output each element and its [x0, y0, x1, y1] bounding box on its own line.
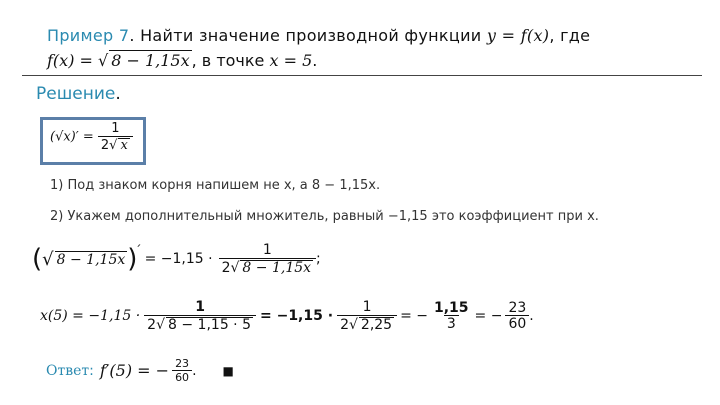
formula-box-content [50, 122, 133, 152]
function-notation: y = f(x) [486, 26, 550, 45]
task-line-2 [47, 50, 317, 70]
point-value: x = 5 [269, 51, 313, 70]
answer-label: Ответ [46, 362, 90, 379]
answer-fraction: $\frac{23}{60}$ [172, 358, 192, 383]
header-divider [22, 75, 702, 76]
example-label: Пример 7 [47, 26, 130, 45]
eq2-mid: = −1,15 · [259, 308, 334, 325]
task-text-1: . Найти значение производной функции [129, 26, 487, 45]
end-mark: ■ [222, 363, 234, 378]
task-dot: . [312, 51, 318, 70]
formula-fraction [98, 122, 133, 152]
equation-1: ( √ 8 − 1,15x ) ′ = −1,15 · $\frac{1}{2√ 8 - 1,15x}$ ; [32, 242, 321, 276]
answer-line [46, 358, 234, 383]
task-text-2: , где [549, 26, 591, 45]
task-line-1 [47, 26, 590, 45]
solution-label: Решение [36, 84, 116, 104]
answer-colon: : [89, 362, 94, 379]
equation-2 [40, 300, 534, 332]
eq1-mid: = −1,15 · [144, 251, 213, 268]
formula-denominator: 2√ x [98, 136, 133, 153]
eq1-radicand: 8 − 1,15x [56, 251, 126, 268]
eq2-lhs: x(5) = −1,15 · [40, 308, 141, 325]
eq2-fraction-4: $\frac{23}{60}$ [505, 301, 529, 332]
formula-lhs: (√x)′ = [50, 129, 98, 145]
formula-numerator: 1 [111, 121, 120, 136]
eq1-end: ; [316, 251, 321, 268]
eq2-eq-minus-2: = − [474, 308, 503, 325]
solution-heading: Решение. [36, 84, 121, 104]
eq2-fraction-1: $\frac{1}{2√ 8 - 1,15 \cdot 5}$ [144, 300, 256, 332]
answer-expr: f′(5) = − [99, 361, 170, 381]
task-text-3: , в точке [191, 51, 270, 70]
eq2-fraction-2: $\frac{1}{2√ 2,25}$ [337, 300, 397, 332]
step-1: 1) Под знаком корня напишем не x, а 8 − 1,15x. [50, 178, 381, 193]
eq2-fraction-3: $\frac{1,15}{3}$ [434, 299, 469, 333]
eq2-end: . [529, 308, 534, 325]
function-radicand: 8 − 1,15x [111, 51, 190, 70]
function-lhs: f(x) = [47, 51, 99, 70]
answer-end: . [192, 362, 197, 379]
eq2-eq-minus: = − [400, 308, 428, 325]
sqrt-sign: √ [98, 51, 109, 70]
eq1-prime: ′ [137, 243, 141, 259]
eq1-fraction: $\frac{1}{2√ 8 - 1,15x}$ [219, 243, 316, 275]
step-2: 2) Укажем дополнительный множитель, равный −1,15 это коэффициент при x. [50, 209, 599, 224]
